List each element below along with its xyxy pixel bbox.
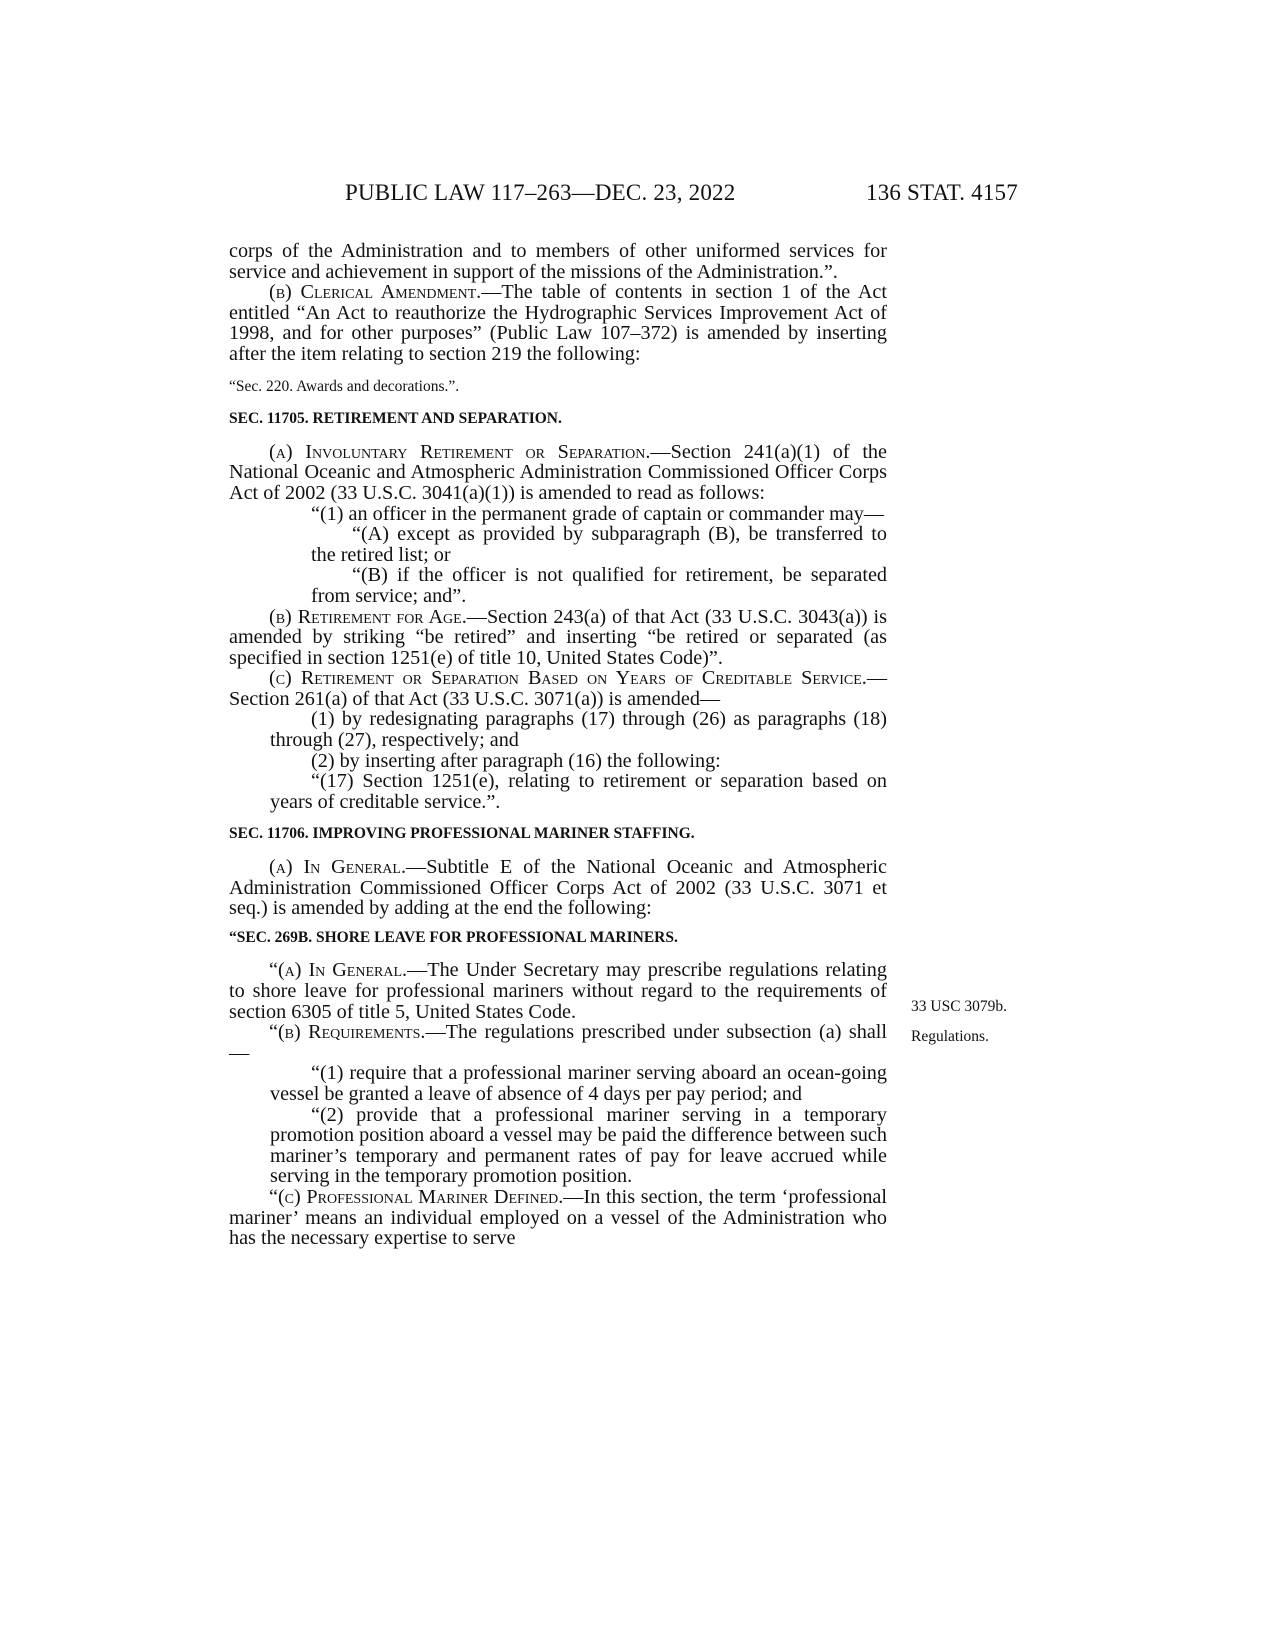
margin-note-regulations: Regulations.	[911, 1028, 989, 1045]
paragraph-clerical-amendment	[229, 282, 887, 364]
subsection-heading: (b) Retirement for Age.	[269, 605, 467, 628]
subsection-heading: (a) In General.	[269, 856, 407, 879]
paragraph-mariner-defined	[229, 1187, 887, 1249]
amendment-item-1: (1) by redesignating paragraphs (17) through (26) as paragraphs (18) through (27), respectively; and	[270, 708, 887, 752]
paragraph-shore-leave-general	[229, 960, 887, 1022]
page-number: 136 STAT. 4157	[866, 180, 1018, 205]
amendment-item-2: (2) by inserting after paragraph (16) the following:	[311, 749, 721, 772]
subsection-heading: (b) Clerical Amendment.	[269, 281, 482, 304]
subsection-heading: (c) Retirement or Separation Based on Years of Creditable Service.	[269, 667, 867, 690]
section-heading-11706: SEC. 11706. IMPROVING PROFESSIONAL MARINER STAFFING.	[229, 825, 695, 843]
requirement-item-1: “(1) require that a professional mariner serving aboard an ocean-going vessel be granted a leave of absence of 4 days per pay period; and	[270, 1062, 887, 1105]
subsection-heading: “(b) Requirements.	[269, 1021, 426, 1044]
quoted-subparagraph-a: “(A) except as provided by subparagraph (B), be transferred to the retired list; or	[311, 523, 887, 566]
subsection-heading: (a) Involuntary Retirement or Separation.	[269, 440, 651, 463]
subsection-text: —Section 243(a) of that Act (33 U.S.C. 3043(a)) is amended by striking “be retired” and inserting “be retired or separated (as specified in section 1251(e) of title 10, United States Code)”.	[229, 605, 887, 669]
subsection-text: —The Under Secretary may prescribe regulations relating to shore leave for professional mariners without regard to the requirements of section 6305 of title 5, United States Code.	[229, 959, 887, 1023]
subsection-text: —Section 241(a)(1) of the National Oceanic and Atmospheric Administration Commissioned Officer Corps Act of 2002 (33 U.S.C. 3041(a)(1)) is amended to read as follows:	[229, 440, 887, 504]
quoted-paragraph-1: “(1) an officer in the permanent grade of captain or commander may—	[311, 502, 885, 525]
toc-item: “Sec. 220. Awards and decorations.”.	[229, 377, 460, 395]
subsection-text: —Section 261(a) of that Act (33 U.S.C. 3071(a)) is amended—	[229, 667, 887, 710]
subsection-heading: “(c) Professional Mariner Defined.	[269, 1185, 564, 1208]
section-heading-11705: SEC. 11705. RETIREMENT AND SEPARATION.	[229, 410, 562, 428]
document-body	[229, 241, 887, 1249]
quoted-paragraph-17: “(17) Section 1251(e), relating to retirement or separation based on years of creditable service.”.	[270, 770, 887, 813]
section-heading-269b: “SEC. 269B. SHORE LEAVE FOR PROFESSIONAL MARINERS.	[229, 928, 678, 946]
subsection-text: —Subtitle E of the National Oceanic and Atmospheric Administration Commissioned Officer Corps Act of 2002 (33 U.S.C. 3071 et seq.) is amended by adding at the end the following:	[229, 856, 887, 920]
paragraph-in-general	[229, 857, 887, 919]
quoted-subparagraph-b: “(B) if the officer is not qualified for retirement, be separated from service; and”.	[311, 564, 887, 607]
paragraph-involuntary-retirement	[229, 442, 887, 504]
subsection-text: —The table of contents in section 1 of the Act entitled “An Act to reauthorize the Hydrographic Services Improvement Act of 1998, and for other purposes” (Public Law 107–372) is amended by inserting after the item relating to section 219 the following:	[229, 281, 888, 365]
requirement-item-2: “(2) provide that a professional mariner serving in a temporary promotion position aboard a vessel may be paid the difference between such mariner’s temporary and permanent rates of pay for leave accrued while serving in the temporary promotion position.	[270, 1103, 887, 1188]
paragraph: corps of the Administration and to members of other uniformed services for service and achievement in support of the missions of the Administration.”.	[229, 240, 887, 283]
subsection-text: —In this section, the term ‘professional mariner’ means an individual employed on a vessel of the Administration who has the necessary expertise to serve	[229, 1185, 887, 1250]
paragraph-retirement-for-age	[229, 607, 887, 669]
subsection-text: —The regulations prescribed under subsection (a) shall—	[229, 1021, 887, 1064]
running-header-title: PUBLIC LAW 117–263—DEC. 23, 2022	[345, 180, 736, 205]
paragraph-creditable-service	[229, 668, 887, 709]
subsection-heading: “(a) In General.	[269, 959, 408, 982]
paragraph-requirements	[229, 1022, 887, 1063]
margin-note-usc: 33 USC 3079b.	[911, 998, 1008, 1015]
